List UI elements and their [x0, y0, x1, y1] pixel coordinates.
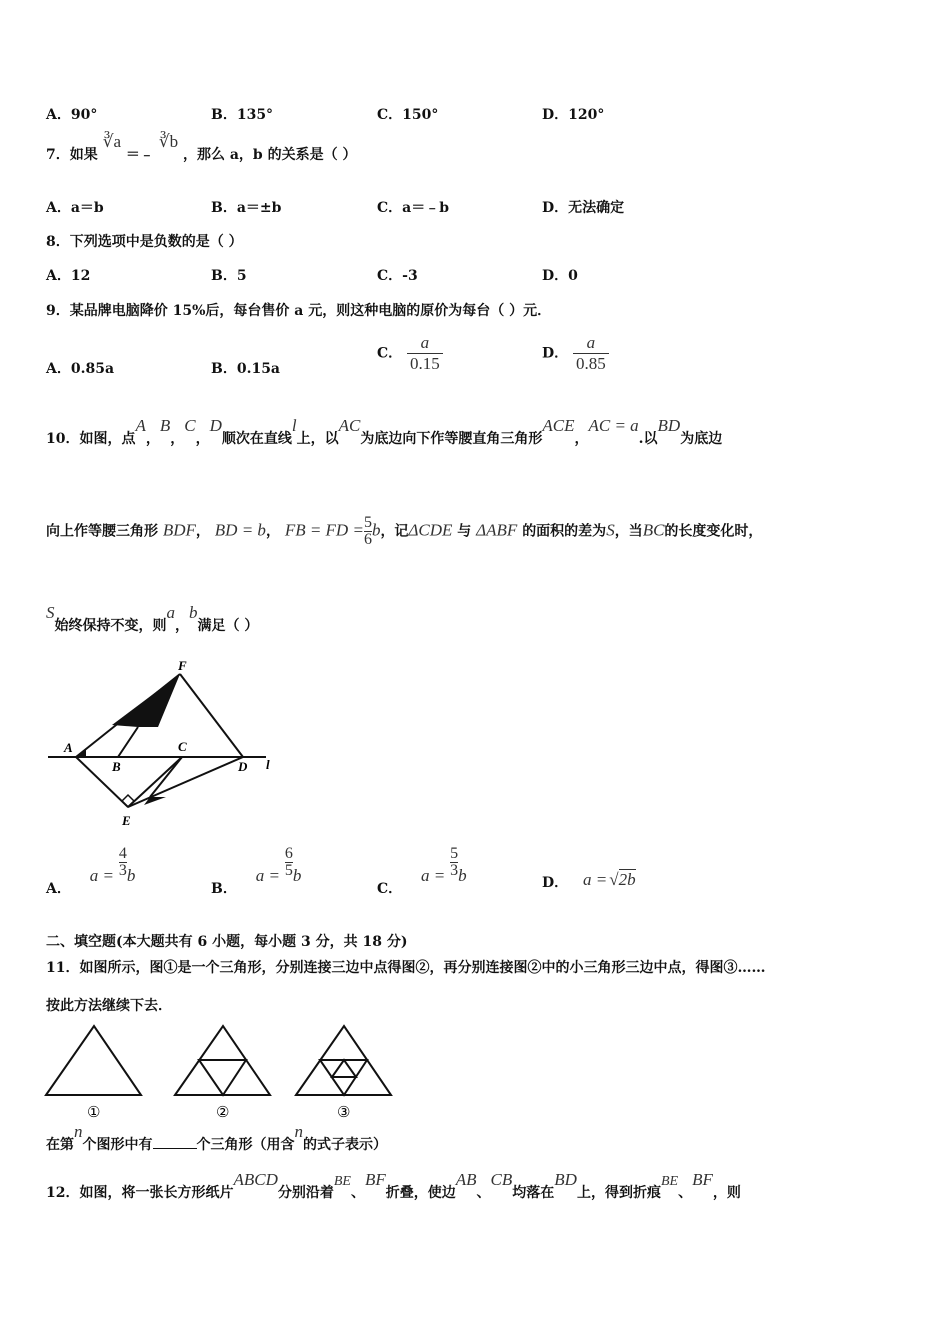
q7-rhs: ∛b: [158, 132, 179, 151]
q10-segment-ac: AC: [338, 416, 361, 435]
q10-fraction-denominator: 6: [363, 531, 372, 548]
q8-option-d[interactable]: D．0: [542, 268, 578, 284]
q10-option-a-var: b: [126, 865, 136, 885]
figure-2-inner-triangle: [199, 1060, 246, 1095]
q10-s: S: [606, 520, 615, 540]
segment-fd: [180, 674, 243, 757]
q10-option-d[interactable]: [542, 870, 636, 892]
q12-segment-ab: AB: [455, 1170, 477, 1189]
q7-option-d[interactable]: D．无法确定: [542, 200, 625, 216]
q10-var-a: a: [166, 603, 175, 622]
section-2-title: 二、填空题(本大题共有 6 小题，每小题 3 分，共 18 分): [46, 934, 408, 950]
q10-text: .以: [638, 431, 658, 447]
q7-option-b[interactable]: B．a＝±b: [211, 200, 282, 216]
q10-line-3: [46, 603, 259, 635]
q7-prefix: 7．如果: [46, 147, 98, 163]
label-f: F: [178, 658, 187, 673]
q12-text: 折叠，使边: [385, 1185, 456, 1201]
q7-lhs: ∛a: [102, 132, 122, 151]
fraction-numerator: 5: [450, 845, 459, 862]
q11-line-2: 按此方法继续下去．: [46, 998, 172, 1014]
q12-text: 均落在: [512, 1185, 555, 1201]
q10-option-c-label: C．: [377, 880, 403, 897]
q11-triangle-figures: [40, 1020, 400, 1125]
q12-stem: [46, 1170, 741, 1202]
q10-triangle-cde: ΔCDE: [408, 520, 453, 540]
q10-text: 顺次在直线: [221, 431, 292, 447]
q10-text: 的面积的差为: [522, 523, 607, 540]
q11-question: [46, 1122, 387, 1154]
label-c: C: [178, 739, 187, 754]
q10-option-c-fraction: [450, 846, 458, 879]
q10-point-c: C: [184, 416, 196, 435]
q10-text: 始终保持不变，则: [54, 618, 167, 634]
q10-comma: ，: [195, 431, 210, 447]
q11-text: 个图形中有: [82, 1137, 153, 1153]
q10-comma: ，: [145, 431, 160, 447]
q11-var-n: n: [294, 1122, 303, 1141]
q10-point-d: D: [209, 416, 222, 435]
q8-option-c[interactable]: C．-3: [377, 268, 418, 284]
q10-var-b: b: [189, 603, 198, 622]
q12-separator: 、: [350, 1185, 365, 1201]
figure-1-label: ①: [87, 1105, 101, 1121]
q10-text: 为底边向下作等腰直角三角形: [360, 431, 543, 447]
q10-text: 上，以: [296, 431, 339, 447]
q10-comma: ，: [195, 523, 210, 540]
q8-option-a[interactable]: A．12: [46, 268, 91, 284]
q9-option-a[interactable]: A．0.85a: [46, 361, 115, 377]
q10-segment-bc: BC: [642, 520, 665, 540]
q10-point-b: B: [159, 416, 171, 435]
q10-line-2: [46, 515, 762, 548]
q6-option-b[interactable]: B．135°: [211, 107, 274, 123]
figure-3-smallest-triangle: [332, 1060, 356, 1077]
q10-option-c-var: b: [458, 865, 467, 885]
q10-fraction-five-sixths: [364, 515, 372, 548]
shaded-region-abf: [112, 674, 180, 727]
q10-fraction-numerator: 5: [363, 514, 372, 531]
q6-option-a[interactable]: A．90°: [46, 107, 98, 123]
q10-geometry-figure: [40, 655, 280, 830]
q12-text: 分别沿着: [277, 1185, 334, 1201]
q6-option-d[interactable]: D．120°: [542, 107, 605, 123]
q6-option-c[interactable]: C．150°: [377, 107, 439, 123]
q12-text: ，则: [712, 1185, 741, 1201]
q10-option-a[interactable]: [46, 845, 136, 897]
fraction-numerator: 6: [284, 845, 293, 862]
q10-option-d-lhs: a =: [583, 870, 608, 889]
q10-option-a-label: A．: [46, 880, 71, 897]
q10-fb-fd-equation: FB = FD =: [284, 520, 364, 540]
q12-segment-bd: BD: [554, 1170, 577, 1189]
q10-point-a: A: [135, 416, 146, 435]
q10-triangle-bdf: BDF: [162, 520, 196, 540]
label-e: E: [122, 813, 131, 828]
q10-text: 10．如图，点: [46, 431, 136, 447]
q10-comma: ，: [170, 431, 185, 447]
q7-option-a[interactable]: A．a＝b: [46, 200, 104, 216]
q10-option-c[interactable]: [377, 845, 467, 897]
figure-3-label: ③: [337, 1105, 351, 1121]
q10-comma: ，: [175, 618, 189, 634]
q10-option-b[interactable]: [211, 845, 302, 897]
q11-var-n: n: [74, 1122, 83, 1141]
label-d: D: [238, 759, 248, 774]
q9-option-c-label: C．: [377, 345, 403, 362]
q10-text: 满足（ ）: [197, 618, 259, 634]
q10-comma: ，: [574, 431, 589, 447]
q9-d-denominator: 0.85: [573, 353, 609, 374]
q7-operator: ＝﹣: [125, 147, 154, 163]
q9-c-denominator: 0.15: [407, 353, 443, 374]
q10-text: ，当: [614, 523, 643, 540]
q10-s: S: [46, 603, 55, 622]
q10-comma: ，: [265, 523, 280, 540]
q9-d-numerator: a: [586, 333, 596, 352]
q10-option-b-label: B．: [211, 880, 237, 897]
q10-text: 为底边: [680, 431, 723, 447]
q12-segment-bf: BF: [692, 1170, 713, 1189]
q11-line-1: 11．如图所示，图①是一个三角形，分别连接三边中点得图②，再分别连接图②中的小三角形三边中点，得图③……: [46, 960, 766, 976]
q10-option-a-fraction: [119, 846, 127, 879]
q12-segment-be: BE: [660, 1174, 679, 1189]
q7-option-c[interactable]: C．a＝﹣b: [377, 200, 450, 216]
label-b: B: [112, 759, 121, 774]
q10-ac-equals-a: AC = a: [588, 416, 639, 435]
q9-option-d-fraction: [573, 333, 609, 374]
q11-answer-blank[interactable]: [153, 1136, 197, 1149]
q10-option-c-lhs: a =: [421, 865, 446, 885]
q10-text: 的长度变化时，: [664, 523, 763, 540]
q12-separator: 、: [476, 1185, 491, 1201]
q10-line-1: [46, 416, 723, 448]
q10-text: 向上作等腰三角形: [46, 523, 158, 540]
q12-segment-bf: BF: [364, 1170, 386, 1189]
q9-option-c-fraction: [407, 333, 443, 374]
q8-stem: 8．下列选项中是负数的是（ ）: [46, 234, 243, 250]
q11-text: 个三角形（用含: [196, 1137, 295, 1153]
q9-option-b[interactable]: B．0.15a: [211, 361, 281, 377]
fraction-denominator: 5: [284, 862, 293, 879]
q10-triangle-abf: ΔABF: [476, 520, 518, 540]
q10-text: 与: [457, 523, 472, 540]
q10-option-a-lhs: a =: [89, 865, 114, 885]
q10-option-b-fraction: [285, 846, 293, 879]
q7-stem: [46, 132, 357, 164]
figure-2-label: ②: [216, 1105, 230, 1121]
q9-option-d[interactable]: [542, 333, 609, 374]
fraction-denominator: 3: [450, 862, 459, 879]
q9-c-numerator: a: [420, 333, 430, 352]
q11-text: 在第: [46, 1137, 74, 1153]
q7-suffix: ，那么 a，b 的关系是（ ）: [182, 147, 357, 163]
q10-option-d-radicand: 2b: [618, 870, 636, 889]
q10-option-d-label: D．: [542, 875, 569, 891]
q10-option-d-radical: √: [609, 870, 619, 889]
q10-fraction-var: b: [371, 520, 381, 540]
q10-option-b-lhs: a =: [255, 865, 280, 885]
q9-option-c[interactable]: [377, 333, 443, 374]
figure-1-triangle: [46, 1026, 141, 1095]
q10-triangle-ace: ACE: [542, 416, 575, 435]
q10-bd-equals-b: BD = b: [214, 520, 266, 540]
q12-segment-cb: CB: [490, 1170, 513, 1189]
label-a: A: [64, 740, 73, 755]
fraction-denominator: 3: [118, 862, 127, 879]
segment-ed: [128, 757, 243, 807]
q12-separator: 、: [678, 1185, 693, 1201]
q12-segment-be: BE: [333, 1174, 351, 1189]
q10-segment-bd: BD: [657, 416, 681, 435]
q12-text: 上，得到折痕: [576, 1185, 661, 1201]
q8-option-b[interactable]: B．5: [211, 268, 247, 284]
label-l: l: [266, 757, 270, 772]
q10-line-l: l: [291, 416, 297, 435]
q9-option-d-label: D．: [542, 345, 569, 362]
q11-text: 的式子表示）: [303, 1137, 387, 1153]
fraction-numerator: 4: [118, 845, 127, 862]
q10-text: ，记: [380, 523, 409, 540]
q12-rect-abcd: ABCD: [233, 1170, 278, 1189]
q12-text: 12．如图，将一张长方形纸片: [46, 1185, 234, 1201]
q9-stem: 9．某品牌电脑降价 15%后，每台售价 a 元，则这种电脑的原价为每台（ ）元．: [46, 303, 552, 319]
q10-option-b-var: b: [292, 865, 302, 885]
segment-b-to-af: [118, 727, 138, 757]
